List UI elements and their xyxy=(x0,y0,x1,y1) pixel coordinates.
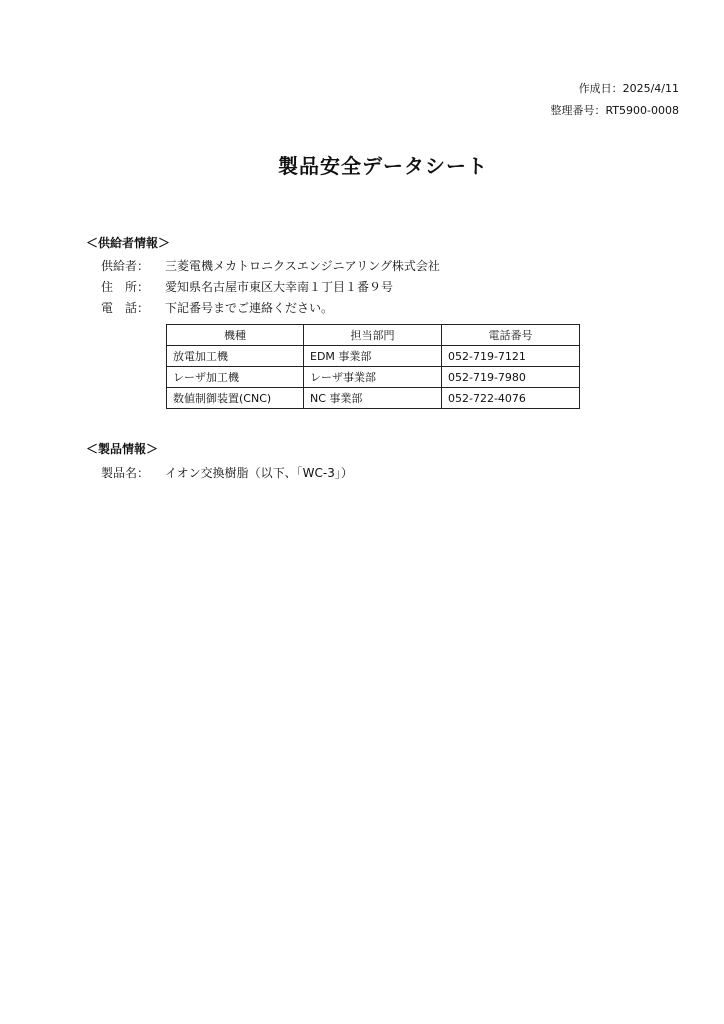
reference-number-label: 整理番号 ： xyxy=(550,104,605,117)
supplier-name-value: 三菱電機メカトロニクスエンジニアリング株式会社 xyxy=(165,259,440,273)
supplier-address-value: 愛知県名古屋市東区大幸南１丁目１番９号 xyxy=(165,280,394,294)
cell-model: レーザ加工機 xyxy=(167,367,304,388)
supplier-name-row xyxy=(101,257,440,274)
cell-model: 数値制御装置(CNC) xyxy=(167,388,304,409)
cell-department: NC 事業部 xyxy=(304,388,442,409)
supplier-phone-row xyxy=(101,299,333,316)
cell-phone: 052-722-4076 xyxy=(442,388,580,409)
table-row xyxy=(167,388,580,409)
creation-date xyxy=(579,80,679,96)
product-name-label: 製品名： xyxy=(101,466,150,480)
supplier-section-heading: ＜供給者情報＞ xyxy=(86,236,171,250)
document-title: 製品安全データシート xyxy=(278,154,488,178)
supplier-phone-value: 下記番号までご連絡ください。 xyxy=(165,301,334,315)
column-header-department: 担当部門 xyxy=(304,325,442,346)
product-name-value: イオン交換樹脂（以下、「WC-3」） xyxy=(165,466,353,480)
supplier-phone-label: 電 話： xyxy=(101,301,150,315)
reference-number xyxy=(550,102,679,118)
contact-table xyxy=(166,324,580,409)
cell-model: 放電加工機 xyxy=(167,346,304,367)
table-row xyxy=(167,367,580,388)
creation-date-label: 作成日 ： xyxy=(579,82,623,95)
table-row xyxy=(167,346,580,367)
table-header-row xyxy=(167,325,580,346)
product-name-row xyxy=(101,464,353,481)
column-header-phone: 電話番号 xyxy=(442,325,580,346)
column-header-model: 機種 xyxy=(167,325,304,346)
reference-number-value: RT5900-0008 xyxy=(605,104,679,117)
cell-department: レーザ事業部 xyxy=(304,367,442,388)
cell-phone: 052-719-7980 xyxy=(442,367,580,388)
cell-department: EDM 事業部 xyxy=(304,346,442,367)
supplier-address-label: 住 所： xyxy=(101,280,150,294)
product-section-heading: ＜製品情報＞ xyxy=(86,442,159,456)
supplier-address-row xyxy=(101,278,393,295)
supplier-name-label: 供給者： xyxy=(101,259,150,273)
creation-date-value: 2025/4/11 xyxy=(622,82,679,95)
cell-phone: 052-719-7121 xyxy=(442,346,580,367)
